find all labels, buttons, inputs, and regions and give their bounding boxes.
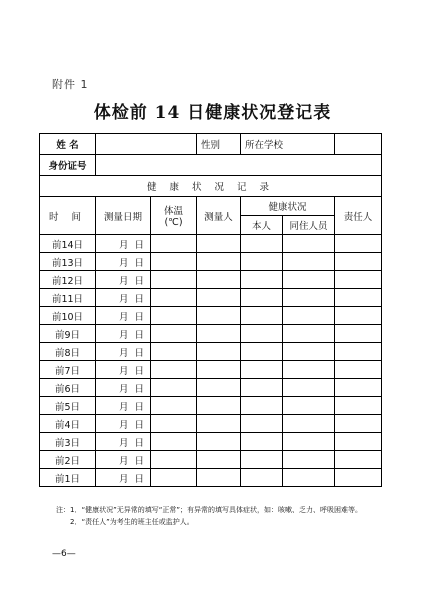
row-cohabitant-cell[interactable] <box>283 397 335 415</box>
info-row-id <box>40 155 382 176</box>
row-temp-cell[interactable] <box>151 397 197 415</box>
table-row <box>40 433 382 451</box>
row-temp-cell[interactable] <box>151 379 197 397</box>
table-row <box>40 397 382 415</box>
row-temp-cell[interactable] <box>151 469 197 487</box>
school-field[interactable] <box>335 134 382 155</box>
note-2: 2．“责任人”为考生的班主任或监护人。 <box>70 518 194 526</box>
row-self-cell[interactable] <box>241 307 283 325</box>
row-time: 前7日 <box>40 361 96 379</box>
row-temp-cell[interactable] <box>151 361 197 379</box>
row-date: 月 日 <box>96 415 151 433</box>
row-responsible-cell[interactable] <box>335 397 382 415</box>
table-row <box>40 325 382 343</box>
table-row <box>40 271 382 289</box>
row-date: 月 日 <box>96 343 151 361</box>
col-temp-header <box>151 197 197 235</box>
row-date: 月 日 <box>96 253 151 271</box>
row-self-cell[interactable] <box>241 361 283 379</box>
table-row <box>40 379 382 397</box>
row-temp-cell[interactable] <box>151 343 197 361</box>
section-row <box>40 176 382 197</box>
table-row <box>40 307 382 325</box>
row-measurer-cell[interactable] <box>197 451 241 469</box>
row-date: 月 日 <box>96 469 151 487</box>
row-cohabitant-cell[interactable] <box>283 271 335 289</box>
row-date: 月 日 <box>96 235 151 253</box>
name-label: 姓 名 <box>40 134 96 155</box>
row-responsible-cell[interactable] <box>335 469 382 487</box>
table-row <box>40 415 382 433</box>
row-self-cell[interactable] <box>241 451 283 469</box>
row-time: 前6日 <box>40 379 96 397</box>
row-measurer-cell[interactable] <box>197 289 241 307</box>
health-record-table <box>39 133 382 487</box>
row-date: 月 日 <box>96 433 151 451</box>
page-number: —6— <box>52 549 76 559</box>
row-responsible-cell[interactable] <box>335 325 382 343</box>
table-row <box>40 235 382 253</box>
form-title: 体检前 14 日健康状况登记表 <box>93 103 332 123</box>
row-time: 前9日 <box>40 325 96 343</box>
row-cohabitant-cell[interactable] <box>283 325 335 343</box>
row-date: 月 日 <box>96 325 151 343</box>
col-measurer-header: 测量人 <box>197 197 241 235</box>
row-cohabitant-cell[interactable] <box>283 433 335 451</box>
name-field[interactable] <box>96 134 197 155</box>
row-responsible-cell[interactable] <box>335 433 382 451</box>
col-health-header: 健康状况 <box>241 197 335 216</box>
row-temp-cell[interactable] <box>151 307 197 325</box>
table-row <box>40 361 382 379</box>
row-responsible-cell[interactable] <box>335 289 382 307</box>
row-date: 月 日 <box>96 361 151 379</box>
table-row <box>40 469 382 487</box>
row-temp-cell[interactable] <box>151 415 197 433</box>
col-cohabitant-header: 同住人员 <box>283 216 335 235</box>
row-temp-cell[interactable] <box>151 451 197 469</box>
row-cohabitant-cell[interactable] <box>283 235 335 253</box>
row-self-cell[interactable] <box>241 415 283 433</box>
school-label: 所在学校 <box>241 134 335 155</box>
table-row <box>40 289 382 307</box>
table-row <box>40 451 382 469</box>
row-date: 月 日 <box>96 289 151 307</box>
row-self-cell[interactable] <box>241 325 283 343</box>
row-time: 前4日 <box>40 415 96 433</box>
row-self-cell[interactable] <box>241 469 283 487</box>
row-responsible-cell[interactable] <box>335 235 382 253</box>
row-self-cell[interactable] <box>241 253 283 271</box>
row-measurer-cell[interactable] <box>197 253 241 271</box>
section-title: 健 康 状 况 记 录 <box>40 176 382 197</box>
row-temp-cell[interactable] <box>151 253 197 271</box>
row-self-cell[interactable] <box>241 343 283 361</box>
row-date: 月 日 <box>96 307 151 325</box>
row-measurer-cell[interactable] <box>197 433 241 451</box>
row-date: 月 日 <box>96 271 151 289</box>
col-self-header: 本人 <box>241 216 283 235</box>
row-time: 前5日 <box>40 397 96 415</box>
row-measurer-cell[interactable] <box>197 343 241 361</box>
col-time-header: 时 间 <box>40 197 96 235</box>
row-time: 前14日 <box>40 235 96 253</box>
row-measurer-cell[interactable] <box>197 361 241 379</box>
row-responsible-cell[interactable] <box>335 361 382 379</box>
row-measurer-cell[interactable] <box>197 307 241 325</box>
row-date: 月 日 <box>96 397 151 415</box>
info-row-name <box>40 134 382 155</box>
header-row-1 <box>40 197 382 216</box>
table-row <box>40 253 382 271</box>
row-measurer-cell[interactable] <box>197 469 241 487</box>
row-self-cell[interactable] <box>241 397 283 415</box>
row-cohabitant-cell[interactable] <box>283 253 335 271</box>
row-responsible-cell[interactable] <box>335 451 382 469</box>
id-field[interactable] <box>96 155 382 176</box>
row-responsible-cell[interactable] <box>335 343 382 361</box>
row-time: 前10日 <box>40 307 96 325</box>
row-cohabitant-cell[interactable] <box>283 379 335 397</box>
row-cohabitant-cell[interactable] <box>283 361 335 379</box>
row-cohabitant-cell[interactable] <box>283 415 335 433</box>
col-date-header: 测量日期 <box>96 197 151 235</box>
id-label: 身份证号 <box>40 155 96 176</box>
row-time: 前8日 <box>40 343 96 361</box>
row-measurer-cell[interactable] <box>197 235 241 253</box>
row-responsible-cell[interactable] <box>335 253 382 271</box>
table-row <box>40 343 382 361</box>
gender-label: 性别 <box>197 134 241 155</box>
row-temp-cell[interactable] <box>151 325 197 343</box>
row-cohabitant-cell[interactable] <box>283 307 335 325</box>
row-time: 前3日 <box>40 433 96 451</box>
row-temp-cell[interactable] <box>151 289 197 307</box>
row-responsible-cell[interactable] <box>335 271 382 289</box>
row-measurer-cell[interactable] <box>197 415 241 433</box>
row-temp-cell[interactable] <box>151 235 197 253</box>
row-measurer-cell[interactable] <box>197 397 241 415</box>
row-temp-cell[interactable] <box>151 271 197 289</box>
row-date: 月 日 <box>96 379 151 397</box>
row-self-cell[interactable] <box>241 271 283 289</box>
row-self-cell[interactable] <box>241 289 283 307</box>
row-measurer-cell[interactable] <box>197 379 241 397</box>
row-measurer-cell[interactable] <box>197 271 241 289</box>
attachment-label: 附件 1 <box>52 78 89 91</box>
row-self-cell[interactable] <box>241 235 283 253</box>
note-1: 注：1．“健康状况”无异常的填写“正常”；有异常的填写具体症状，如：咳嗽、乏力、呼吸困难等。 <box>56 506 362 514</box>
row-cohabitant-cell[interactable] <box>283 343 335 361</box>
row-temp-cell[interactable] <box>151 433 197 451</box>
col-temp-unit: (℃) <box>164 217 183 228</box>
row-cohabitant-cell[interactable] <box>283 469 335 487</box>
row-cohabitant-cell[interactable] <box>283 451 335 469</box>
row-self-cell[interactable] <box>241 379 283 397</box>
notes <box>56 504 376 528</box>
row-self-cell[interactable] <box>241 433 283 451</box>
row-time: 前11日 <box>40 289 96 307</box>
row-responsible-cell[interactable] <box>335 307 382 325</box>
row-cohabitant-cell[interactable] <box>283 289 335 307</box>
row-time: 前1日 <box>40 469 96 487</box>
col-responsible-header: 责任人 <box>335 197 382 235</box>
row-time: 前12日 <box>40 271 96 289</box>
col-temp-label: 体温 <box>163 206 183 217</box>
row-time: 前13日 <box>40 253 96 271</box>
row-responsible-cell[interactable] <box>335 379 382 397</box>
row-time: 前2日 <box>40 451 96 469</box>
row-measurer-cell[interactable] <box>197 325 241 343</box>
row-responsible-cell[interactable] <box>335 415 382 433</box>
row-date: 月 日 <box>96 451 151 469</box>
